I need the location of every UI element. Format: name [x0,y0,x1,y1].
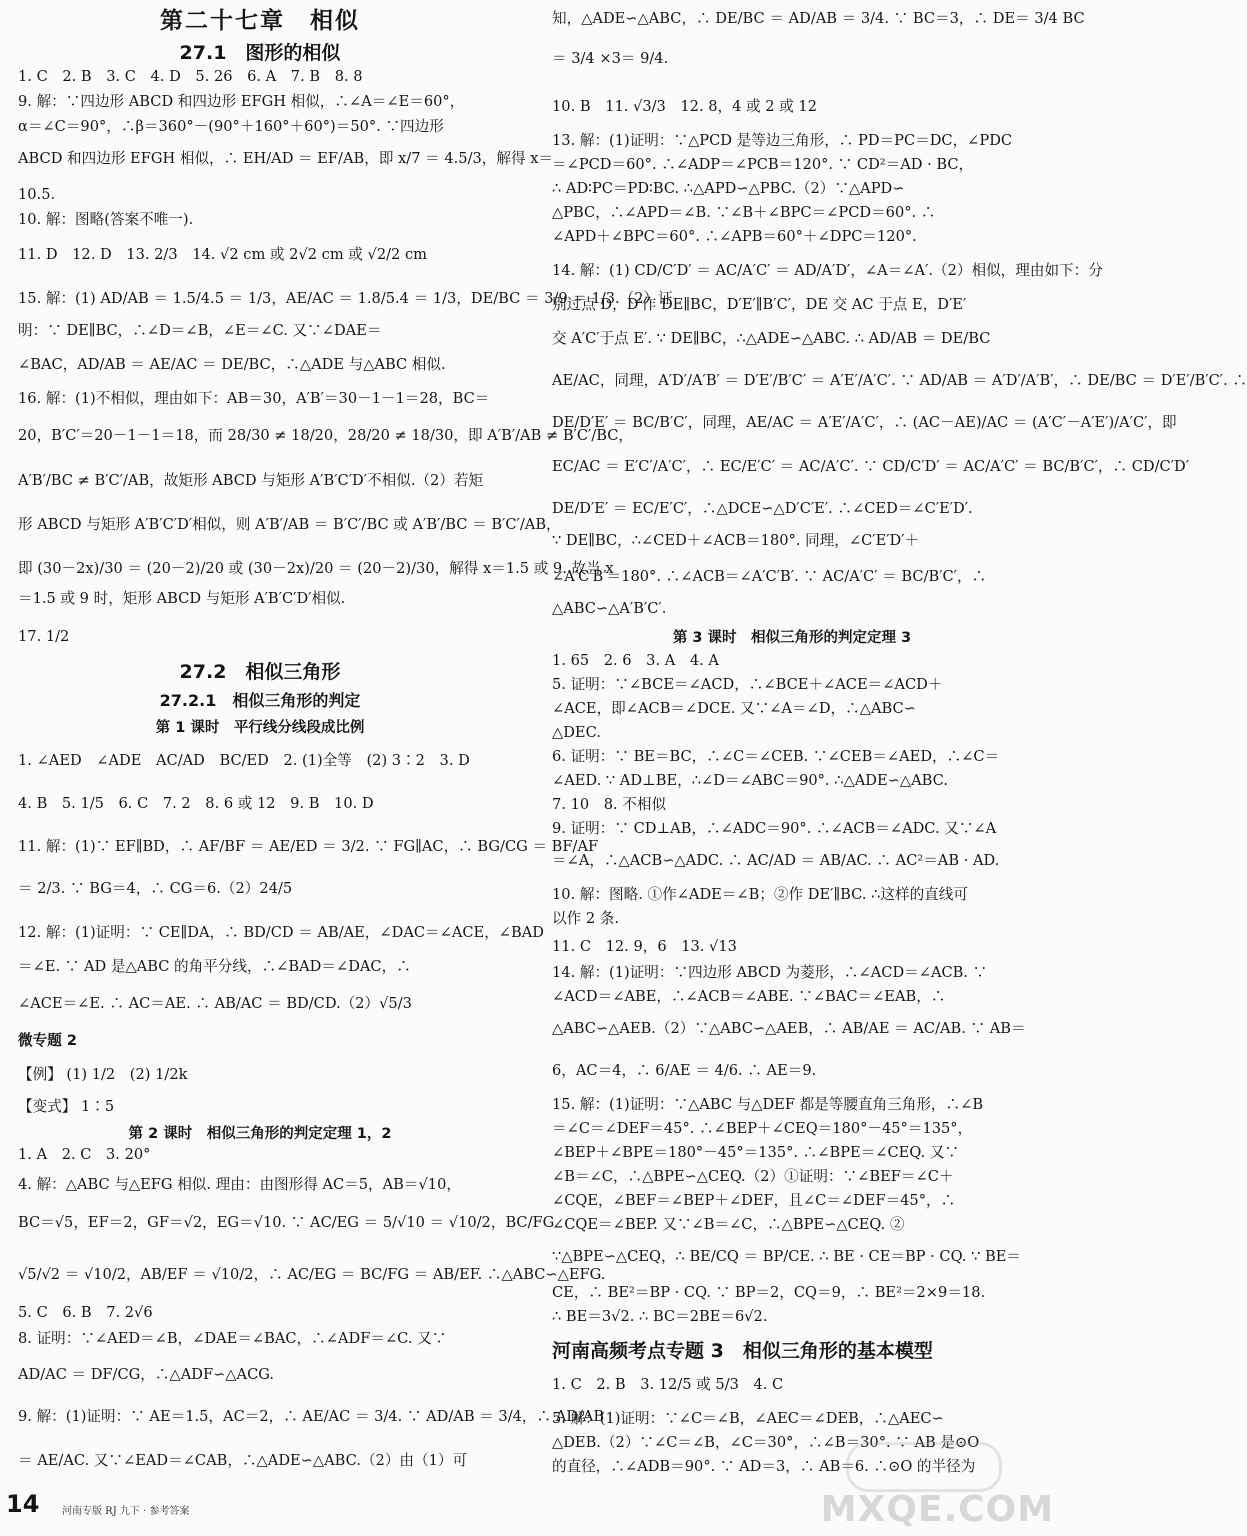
answer-line: 9. 证明：∵ CD⊥AB，∴∠ADC＝90°. ∴∠ACB＝∠ADC. 又∵∠A [552,820,997,837]
answer-line: α＝∠C＝90°，∴β＝360°－(90°＋160°＋60°)＝50°. ∵四边形 [18,118,444,135]
answer-line: 9. 解：∵四边形 ABCD 和四边形 EFGH 相似，∴∠A＝∠E＝60°， [18,93,465,110]
lesson-heading: 第 1 课时 平行线分线段成比例 [155,720,365,736]
answer-line: ∴ AD∶PC＝PD∶BC. ∴△APD∽△PBC.（2）∵△APD∽ [552,180,905,197]
answer-line: 【变式】 1∶5 [18,1098,115,1115]
answer-line: 4. B 5. 1/5 6. C 7. 2 8. 6 或 12 9. B 10. D [18,795,374,812]
answer-line: 【例】 (1) 1/2 (2) 1/2k [18,1066,188,1083]
answer-line: 1. ∠AED ∠ADE AC/AD BC/ED 2. (1)全等 (2) 3∶2 3. D [18,752,470,769]
answer-line: DE/D′E′ ＝ BC/B′C′，同理，AE/AC ＝ A′E′/A′C′，∴ (AC－AE)/AC ＝ (A′C′－A′E′)/A′C′，即 [552,414,1177,431]
answer-line: ∠CQE＝∠BEP. 又∵∠B＝∠C，∴△BPE∽△CEQ. ② [552,1216,905,1233]
answer-line: 11. 解：(1)∵ EF∥BD，∴ AF/BF ＝ AE/ED ＝ 3/2. ∵ FG∥AC，∴ BG/CG ＝ BF/AF [18,838,599,855]
answer-line: 1. C 2. B 3. C 4. D 5. 26 6. A 7. B 8. 8 [18,68,363,85]
answer-line: 1. C 2. B 3. 12/5 或 5/3 4. C [552,1376,784,1393]
answer-line: 以作 2 条. [552,910,619,927]
answer-line: 10. 解：图略. ①作∠ADE＝∠B；②作 DE′∥BC. ∴这样的直线可 [552,886,968,903]
watermark: MXQE.COM [820,1489,1054,1530]
topic-heading: 河南高频考点专题 3 相似三角形的基本模型 [552,1340,933,1362]
answer-line: 知，△ADE∽△ABC，∴ DE/BC ＝ AD/AB ＝ 3/4. ∵ BC＝3，∴ DE＝ 3/4 BC [552,10,1085,27]
answer-line: 13. 解：(1)证明：∵△PCD 是等边三角形，∴ PD＝PC＝DC，∠PDC [552,132,1013,149]
page-footer: 河南专版 RJ 九下 · 参考答案 [62,1506,190,1517]
section-heading: 27.1 图形的相似 [179,42,341,64]
answer-line: 14. 解：(1)证明：∵四边形 ABCD 为菱形，∴∠ACD＝∠ACB. ∵ [552,964,988,981]
answer-line: △ABC∽△A′B′C′. [552,600,667,617]
answer-line: 9. 解：(1)证明：∵ AE＝1.5，AC＝2，∴ AE/AC ＝ 3/4. ∵ AD/AB ＝ 3/4，∴ AD/AB [18,1408,605,1425]
answer-line: 8. 证明：∵∠AED＝∠B，∠DAE＝∠BAC，∴∠ADF＝∠C. 又∵ [18,1330,447,1347]
section-heading: 27.2 相似三角形 [179,661,341,683]
answer-line: 1. A 2. C 3. 20° [18,1146,151,1163]
answer-line: 10. B 11. √3/3 12. 8，4 或 2 或 12 [552,98,818,115]
lesson-heading: 第 3 课时 相似三角形的判定定理 3 [672,630,912,646]
answer-line: 14. 解：(1) CD/C′D′ ＝ AC/A′C′ ＝ AD/A′D′，∠A＝∠A′.（2）相似，理由如下：分 [552,262,1103,279]
answer-line: ＝1.5 或 9 时，矩形 ABCD 与矩形 A′B′C′D′相似. [18,590,346,607]
mini-topic-heading: 微专题 2 [18,1032,78,1049]
watermark-frame [846,1442,1002,1492]
answer-line: ∠A′C′B′＝180°. ∴∠ACB＝∠A′C′B′. ∵ AC/A′C′ ＝ BC/B′C′，∴ [552,568,987,585]
answer-line: 15. 解：(1) AD/AB ＝ 1.5/4.5 ＝ 1/3，AE/AC ＝ 1.8/5.4 ＝ 1/3，DE/BC ＝ 3/9 ＝ 1/3.（2）证 [18,290,673,307]
answer-line: 6. 证明：∵ BE＝BC，∴∠C＝∠CEB. ∵∠CEB＝∠AED，∴∠C＝ [552,748,1000,765]
answer-line: 即 (30－2x)/30 ＝ (20－2)/20 或 (30－2x)/20 ＝ (20－2)/30，解得 x＝1.5 或 9. 故当 x [18,560,614,577]
answer-line: ∠ACE，即∠ACB＝∠DCE. 又∵∠A＝∠D，∴△ABC∽ [552,700,916,717]
answer-line: ∠CQE，∠BEF＝∠BEP＋∠DEF，且∠C＝∠DEF＝45°，∴ [552,1192,956,1209]
answer-line: 10.5. [18,186,56,203]
answer-line: 11. C 12. 9，6 13. √13 [552,938,737,955]
answer-line: 的直径，∴∠ADB＝90°. ∵ AD＝3，∴ AB＝6. ∴⊙O 的半径为 [552,1458,976,1475]
answer-line: ∵ DE∥BC，∴∠CED＋∠ACB＝180°. 同理，∠C′E′D′＋ [552,532,920,549]
answer-line: ∠BEP＋∠BPE＝180°－45°＝135°. ∴∠BPE＝∠CEQ. 又∵ [552,1144,960,1161]
answer-line: ∠B＝∠C，∴△BPE∽△CEQ.（2）①证明：∵∠BEF＝∠C＋ [552,1168,954,1185]
answer-line: ∠AED. ∵ AD⊥BE，∴∠D＝∠ABC＝90°. ∴△ADE∽△ABC. [552,772,948,789]
answer-line: ABCD 和四边形 EFGH 相似，∴ EH/AD ＝ EF/AB，即 x/7 ＝ 4.5/3，解得 x＝ [18,150,554,167]
answer-line: √5/√2 ＝ √10/2，AB/EF ＝ √10/2，∴ AC/EG ＝ BC/FG ＝ AB/EF. ∴△ABC∽△EFG. [18,1266,606,1283]
answer-line: △PBC，∴∠APD＝∠B. ∵∠B＋∠BPC＝∠PCD＝60°. ∴ [552,204,936,221]
answer-line: 5. 解：(1)证明：∵∠C＝∠B，∠AEC＝∠DEB，∴△AEC∽ [552,1410,944,1427]
answer-line: 12. 解：(1)证明：∵ CE∥DA，∴ BD/CD ＝ AB/AE，∠DAC＝∠ACE，∠BAD [18,924,544,941]
answer-line: AD/AC ＝ DF/CG，∴△ADF∽△ACG. [18,1366,275,1383]
answer-line: ＝∠A，∴△ACB∽△ADC. ∴ AC/AD ＝ AB/AC. ∴ AC²＝AB · AD. [552,852,1000,869]
answer-line: 17. 1/2 [18,628,70,645]
answer-line: A′B′/BC ≠ B′C′/AB，故矩形 ABCD 与矩形 A′B′C′D′不相似.（2）若矩 [18,472,484,489]
chapter-title: 第二十七章 相似 [160,8,360,34]
answer-line: AE/AC，同理，A′D′/A′B′ ＝ D′E′/B′C′ ＝ A′E′/A′C′. ∵ AD/AB ＝ A′D′/A′B′，∴ DE/BC ＝ D′E′/B′C′. ∴ [552,372,1247,389]
answer-line: ＝∠C＝∠DEF＝45°. ∴∠BEP＋∠CEQ＝180°－45°＝135°， [552,1120,973,1137]
answer-line: 交 A′C′于点 E′. ∵ DE∥BC，∴△ADE∽△ABC. ∴ AD/AB ＝ DE/BC [552,330,991,347]
answer-line: CE，∴ BE²＝BP · CQ. ∵ BP＝2，CQ＝9，∴ BE²＝2×9＝18. [552,1284,986,1301]
answer-line: BC＝√5，EF＝2，GF＝√2，EG＝√10. ∵ AC/EG ＝ 5/√10 ＝ √10/2，BC/FG [18,1214,555,1231]
answer-line: ∠APD＋∠BPC＝60°. ∴∠APB＝60°＋∠DPC＝120°. [552,228,917,245]
answer-line: ∵△BPE∽△CEQ，∴ BE/CQ ＝ BP/CE. ∴ BE · CE＝BP · CQ. ∵ BE＝ [552,1248,1021,1265]
answer-line: 明：∵ DE∥BC，∴∠D＝∠B，∠E＝∠C. 又∵∠DAE＝ [18,322,382,339]
answer-line: 4. 解：△ABC 与△EFG 相似. 理由：由图形得 AC＝5，AB＝√10， [18,1176,461,1193]
answer-line: 16. 解：(1)不相似，理由如下：AB＝30，A′B′＝30－1－1＝28，BC＝ [18,390,490,407]
answer-line: ∠BAC，AD/AB ＝ AE/AC ＝ DE/BC，∴△ADE 与△ABC 相似. [18,356,446,373]
answer-line: 20，B′C′＝20－1－1＝18，而 28/30 ≠ 18/20，28/20 ≠ 18/30，即 A′B′/AB ≠ B′C′/BC， [18,427,634,444]
answer-line: ∴ BE＝3√2. ∴ BC＝2BE＝6√2. [552,1308,768,1325]
answer-line: ＝ AE/AC. 又∵∠EAD＝∠CAB，∴△ADE∽△ABC.（2）由（1）可 [18,1452,468,1469]
answer-line: ∠ACD＝∠ABE，∴∠ACB＝∠ABE. ∵∠BAC＝∠EAB，∴ [552,988,946,1005]
answer-line: ∠ACE＝∠E. ∴ AC＝AE. ∴ AB/AC ＝ BD/CD.（2）√5/3 [18,995,412,1012]
subsection-heading: 27.2.1 相似三角形的判定 [159,691,361,710]
answer-line: 7. 10 8. 不相似 [552,796,667,813]
answer-line: 15. 解：(1)证明：∵△ABC 与△DEF 都是等腰直角三角形，∴∠B [552,1096,984,1113]
answer-line: 别过点 D，D′作 DE∥BC，D′E′∥B′C′，DE 交 AC 于点 E，D′E′ [552,296,967,313]
answer-line: 1. 65 2. 6 3. A 4. A [552,652,719,669]
answer-line: 6，AC＝4，∴ 6/AE ＝ 4/6. ∴ AE＝9. [552,1062,817,1079]
answer-line: 5. 证明：∵∠BCE＝∠ACD，∴∠BCE＋∠ACE＝∠ACD＋ [552,676,943,693]
answer-line: ＝∠E. ∵ AD 是△ABC 的角平分线，∴∠BAD＝∠DAC，∴ [18,958,411,975]
answer-line: △DEC. [552,724,601,741]
answer-line: 10. 解：图略(答案不唯一). [18,211,194,228]
answer-line: 形 ABCD 与矩形 A′B′C′D′相似，则 A′B′/AB ＝ B′C′/BC 或 A′B′/BC ＝ B′C′/AB， [18,516,561,533]
answer-line: △ABC∽△AEB.（2）∵△ABC∽△AEB，∴ AB/AE ＝ AC/AB. ∵ AB＝ [552,1020,1026,1037]
answer-line: 5. C 6. B 7. 2√6 [18,1304,153,1321]
answer-line: 11. D 12. D 13. 2/3 14. √2 cm 或 2√2 cm 或 √2/2 cm [18,246,427,263]
answer-line: △DEB.（2）∵∠C＝∠B，∠C＝30°，∴∠B＝30°. ∵ AB 是⊙O [552,1434,980,1451]
answer-line: DE/D′E′ ＝ EC/E′C′，∴△DCE∽△D′C′E′. ∴∠CED＝∠C′E′D′. [552,500,973,517]
lesson-heading: 第 2 课时 相似三角形的判定定理 1，2 [128,1126,392,1142]
answer-line: EC/AC ＝ E′C′/A′C′，∴ EC/E′C′ ＝ AC/A′C′. ∵ CD/C′D′ ＝ AC/A′C′ ＝ BC/B′C′，∴ CD/C′D′ [552,458,1190,475]
answer-line: ＝ 2/3. ∵ BG＝4，∴ CG＝6.（2）24/5 [18,880,293,897]
page-number: 14 [6,1490,40,1518]
answer-line: ＝ 3/4 ×3＝ 9/4. [552,50,669,67]
answer-line: ＝∠PCD＝60°. ∴∠ADP＝∠PCB＝120°. ∵ CD²＝AD · BC， [552,156,974,173]
